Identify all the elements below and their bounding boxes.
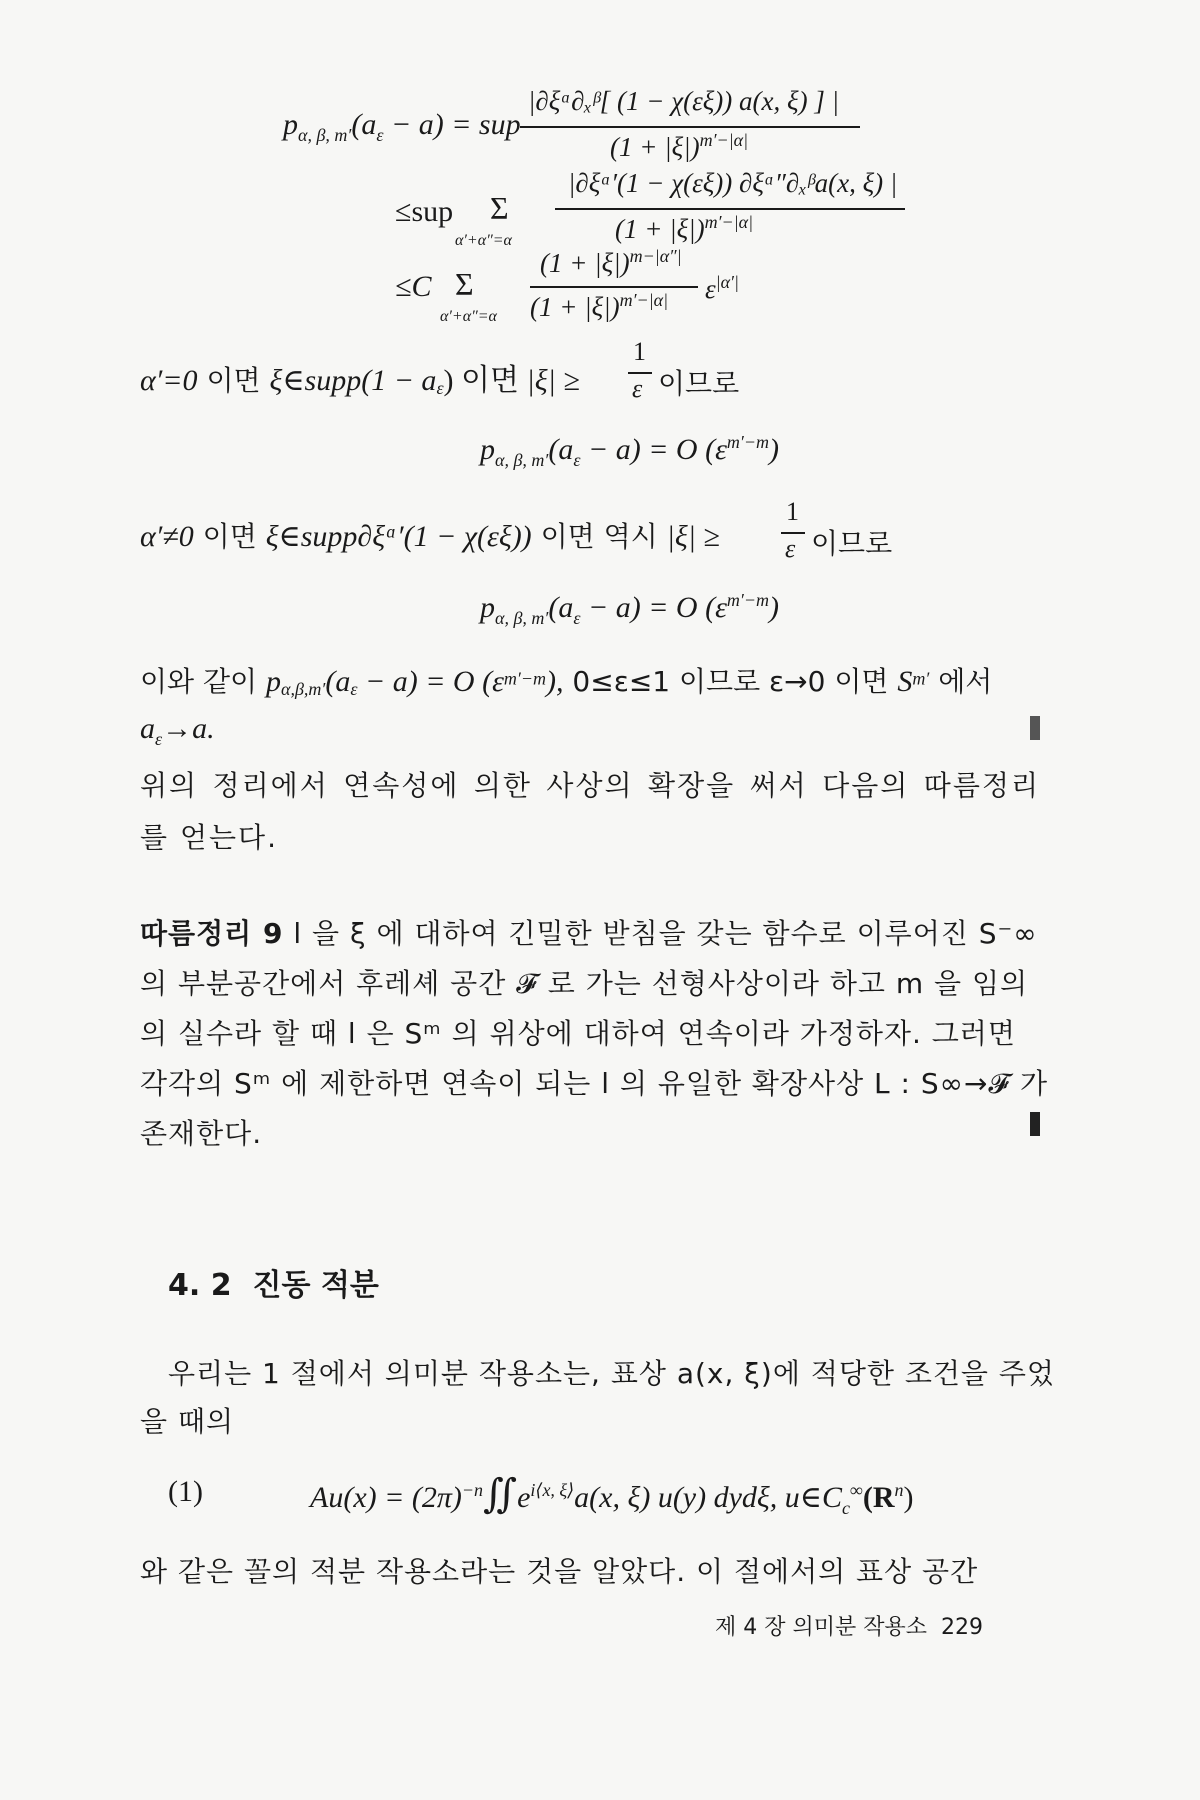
- eq3-den: (1 + |ξ|): [530, 292, 620, 322]
- eq2-den-sup: m′−|α|: [704, 212, 754, 232]
- eq1-den: (1 + |ξ|): [610, 132, 700, 162]
- result-line-2: [480, 590, 779, 629]
- p1-in: 에서: [929, 665, 993, 698]
- qed-mark-1: [1030, 716, 1040, 740]
- paragraph-3-line-1: 우리는 1 절에서 의미분 작용소는, 표상 a(x, ξ)에 적당한 조건을 주었: [168, 1357, 1055, 1390]
- eq1-lhs-sub: α, β, m′: [298, 125, 352, 145]
- paragraph-1-line-2: [140, 712, 215, 750]
- equation-1-body: [310, 1470, 914, 1519]
- case2-text-a: 이면: [193, 520, 266, 553]
- equation-line-2-denominator: [615, 212, 753, 245]
- p1-cond: 0≤ε≤1 이므로 ε→0 이면: [563, 665, 898, 698]
- equation-line-3-sum-sub: α′+α″=α: [440, 308, 497, 325]
- p1-S-sup: m′: [912, 668, 930, 689]
- case1-supp: ξ∈supp(1 − a: [269, 364, 437, 397]
- section-title: 진동 적분: [252, 1268, 379, 1303]
- equation-line-1-numerator: |∂ξᵅ∂ₓᵝ[ (1 − χ(εξ)) a(x, ξ) ] |: [528, 86, 840, 116]
- footer-chapter: 제 4 장 의미분 작용소: [715, 1615, 927, 1640]
- qed-mark-2: [1030, 1112, 1040, 1136]
- case2-therefore: 이므로: [811, 527, 893, 560]
- p1-eps: ε: [350, 679, 358, 700]
- result1-close: ): [769, 433, 780, 466]
- result1-eps: ε: [573, 450, 581, 470]
- corollary-title: 따름정리 9: [140, 917, 284, 950]
- case-1-line: [140, 355, 580, 399]
- case1-eps: ε: [436, 378, 444, 399]
- eq1-arg: (a: [351, 108, 377, 141]
- case1-therefore: 이므로: [658, 367, 740, 400]
- case2-frac-num: 1: [786, 497, 799, 526]
- eq1-body-e-sup: i⟨x, ξ⟩: [530, 1480, 575, 1500]
- corollary-line-2: 의 부분공간에서 후레셰 공간 𝓕 로 가는 선형사상이라 하고 m 을 임의: [140, 967, 1029, 1000]
- eq1-body-lhs: Au(x) = (2π): [310, 1481, 462, 1514]
- eq1-arg-sub: ε: [376, 125, 384, 145]
- result2-end: − a) = O (ε: [580, 591, 727, 624]
- case1-frac-num: 1: [633, 337, 646, 366]
- eq1-body-rn: (R: [862, 1481, 895, 1514]
- p1-O: − a) = O (ε: [357, 665, 504, 698]
- equation-line-2-numerator: |∂ξᵅ′(1 − χ(εξ)) ∂ξᵅ″∂ₓᵝa(x, ξ) |: [568, 168, 898, 198]
- corollary-line-1: [140, 912, 1038, 952]
- result1-sub: α, β, m′: [495, 450, 549, 470]
- case1-text-b: ) 이면: [443, 364, 527, 397]
- equation-line-3-numerator: [540, 246, 682, 279]
- case2-ineq: |ξ| ≥: [666, 520, 720, 553]
- p1-exp: m′−m: [503, 668, 547, 689]
- result1-exp: m′−m: [726, 432, 770, 452]
- eq3-num-sup: m−|α″|: [629, 246, 682, 266]
- eq3-num: (1 + |ξ|): [540, 248, 630, 278]
- corollary-line-4: 각각의 Sᵐ 에 제한하면 연속이 되는 l 의 유일한 확장사상 L : S∞→𝓕 가: [140, 1067, 1049, 1100]
- result2-sub: α, β, m′: [495, 608, 549, 628]
- result2-p: p: [480, 591, 495, 624]
- corollary-line-3: 의 실수라 할 때 l 은 Sᵐ 의 위상에 대하여 연속이라 가정하자. 그러면: [140, 1017, 1016, 1050]
- paragraph-1-line-1: [140, 660, 992, 700]
- equation-line-1: [283, 108, 521, 146]
- case2-supp: ξ∈supp∂ξᵅ′(1 − χ(εξ)): [265, 520, 532, 553]
- case1-text-a: 이면: [197, 364, 270, 397]
- eq2-den: (1 + |ξ|): [615, 214, 705, 244]
- p1l2-end: →a.: [162, 712, 215, 745]
- result-line-1: [480, 432, 779, 471]
- case2-frac-den: ε: [785, 534, 796, 563]
- case1-condition: α′=0: [140, 364, 198, 397]
- result2-close: ): [769, 591, 780, 624]
- result1-end: − a) = O (ε: [580, 433, 727, 466]
- equation-line-2-sum-sub: α′+α″=α: [455, 232, 512, 249]
- p1-intro: 이와 같이: [140, 665, 266, 698]
- eq1-lhs: p: [283, 108, 298, 141]
- case1-frac-den: ε: [632, 374, 643, 403]
- result1-mid: (a: [548, 433, 574, 466]
- equation-line-3-fraction-bar: [530, 286, 698, 288]
- page-number: 229: [941, 1615, 983, 1640]
- eq1-body-c-sub: c: [842, 1498, 850, 1518]
- corollary-text-1: l 을 ξ 에 대하여 긴밀한 받침을 갖는 함수로 이루어진 S⁻∞: [283, 917, 1038, 950]
- eq1-body-c-sup: ∞: [850, 1480, 863, 1500]
- p1-S: S: [897, 665, 913, 698]
- result1-p: p: [480, 433, 495, 466]
- equation-line-3-sum: Σ: [455, 266, 474, 302]
- case1-ineq: |ξ| ≥: [526, 364, 580, 397]
- equation-1-label: (1): [168, 1475, 203, 1508]
- section-heading: [168, 1260, 379, 1304]
- eq1-body-exp: −n: [461, 1480, 484, 1500]
- eq1-body-rn-end: ): [903, 1481, 914, 1514]
- section-number: 4. 2: [168, 1268, 232, 1303]
- paragraph-3-line-2: 을 때의: [140, 1405, 235, 1438]
- eq1-body-rn-sup: n: [894, 1480, 904, 1500]
- equation-line-2-fraction-bar: [555, 208, 905, 210]
- eq1-body-integral: ∬: [483, 1471, 518, 1516]
- equation-line-1-denominator: [610, 130, 748, 163]
- page-footer: [715, 1610, 983, 1641]
- p1-close: ),: [546, 665, 564, 698]
- eq1-den-sup: m′−|α|: [699, 130, 749, 150]
- paragraph-2: 위의 정리에서 연속성에 의한 사상의 확장을 써서 다음의 따름정리를 얻는다.: [140, 769, 1040, 854]
- equation-line-2-op: ≤sup: [395, 195, 454, 228]
- eq1-body-rest: a(x, ξ) u(y) dydξ, u∈C: [574, 1481, 842, 1514]
- equation-line-3-tail: [705, 272, 739, 305]
- equation-line-2-sum: Σ: [490, 190, 509, 226]
- result2-eps: ε: [573, 608, 581, 628]
- eq3-tail-sup: |α′|: [715, 272, 739, 292]
- p1l2-eps: ε: [155, 729, 163, 749]
- eq3-tail: ε: [705, 274, 716, 304]
- eq3-den-sup: m′−|α|: [619, 290, 669, 310]
- equation-line-3-op: ≤C: [395, 270, 432, 303]
- p1l2-a: a: [140, 712, 155, 745]
- equation-line-3-denominator: [530, 290, 668, 323]
- case-2-line: [140, 515, 720, 555]
- case2-text-b: 이면 역시: [531, 520, 667, 553]
- result2-exp: m′−m: [726, 590, 770, 610]
- paragraph-4: 와 같은 꼴의 적분 작용소라는 것을 알았다. 이 절에서의 표상 공간: [140, 1555, 979, 1588]
- p1-a: (a: [325, 665, 351, 698]
- case2-condition: α′≠0: [140, 520, 194, 553]
- p1-sub: α,β,m′: [281, 679, 326, 700]
- eq1-arg-end: − a) = sup: [383, 108, 521, 141]
- eq1-body-e: e: [517, 1481, 531, 1514]
- result2-mid: (a: [548, 591, 574, 624]
- corollary-line-5: 존재한다.: [140, 1117, 263, 1150]
- p1-p: p: [266, 665, 281, 698]
- equation-line-1-fraction-bar: [520, 126, 860, 128]
